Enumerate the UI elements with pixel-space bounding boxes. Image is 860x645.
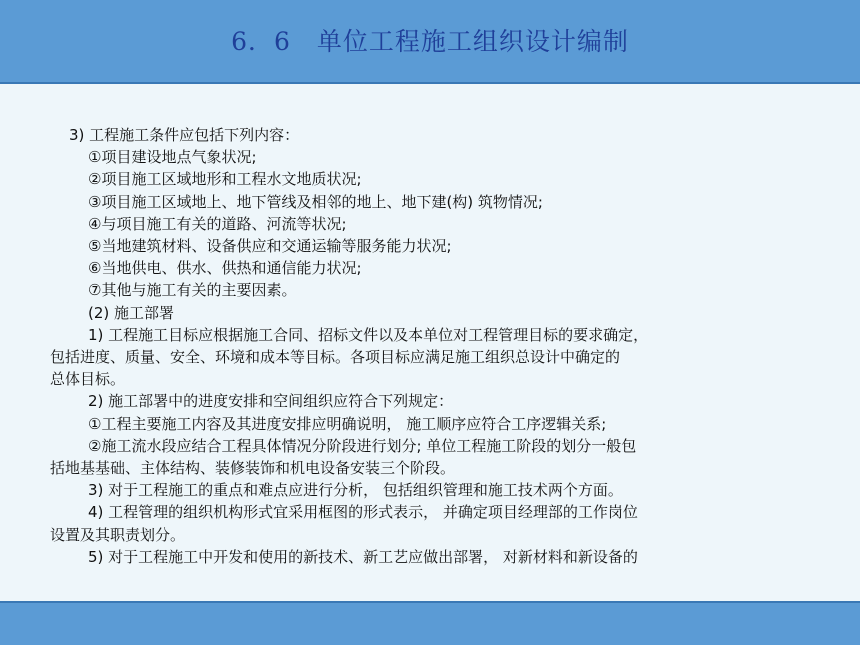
header-divider xyxy=(0,82,860,84)
footer-band xyxy=(0,603,860,645)
body-line: 括地基基础、主体结构、装修装饰和机电设备安装三个阶段。 xyxy=(50,459,456,478)
body-line: 总体目标。 xyxy=(50,370,126,389)
body-line: ②项目施工区域地形和工程水文地质状况; xyxy=(88,170,362,189)
body-line: 1) 工程施工目标应根据施工合同、招标文件以及本单位对工程管理目标的要求确定， xyxy=(88,325,649,344)
body-line: ③项目施工区域地上、地下管线及相邻的地上、地下建(构) 筑物情况; xyxy=(88,192,543,211)
body-line: 2) 施工部署中的进度安排和空间组织应符合下列规定： xyxy=(88,392,454,411)
body-line: 包括进度、质量、安全、环境和成本等目标。各项目标应满足施工组织总设计中确定的 xyxy=(50,348,621,367)
body-line: ⑦其他与施工有关的主要因素。 xyxy=(88,281,297,300)
body-line: ⑤当地建筑材料、设备供应和交通运输等服务能力状况; xyxy=(88,237,452,256)
body-line: 5) 对于工程施工中开发和使用的新技术、新工艺应做出部署， 对新材料和新设备的 xyxy=(88,547,638,566)
body-line: ①项目建设地点气象状况; xyxy=(88,148,257,167)
body-line: ⑥当地供电、供水、供热和通信能力状况; xyxy=(88,259,362,278)
body-line: ②施工流水段应结合工程具体情况分阶段进行划分; 单位工程施工阶段的划分一般包 xyxy=(88,436,637,455)
body-line: ①工程主要施工内容及其进度安排应明确说明， 施工顺序应符合工序逻辑关系; xyxy=(88,414,607,433)
body-line: (2) 施工部署 xyxy=(88,303,175,322)
body-line: 3) 对于工程施工的重点和难点应进行分析， 包括组织管理和施工技术两个方面。 xyxy=(88,481,623,500)
slide-body xyxy=(50,124,795,568)
slide-title: 6．6 单位工程施工组织设计编制 xyxy=(231,27,629,56)
body-line: 设置及其职责划分。 xyxy=(50,525,186,544)
body-line: ④与项目施工有关的道路、河流等状况; xyxy=(88,214,347,233)
body-line: 3) 工程施工条件应包括下列内容： xyxy=(69,126,300,144)
body-line: 4) 工程管理的组织机构形式宜采用框图的形式表示， 并确定项目经理部的工作岗位 xyxy=(88,503,638,522)
